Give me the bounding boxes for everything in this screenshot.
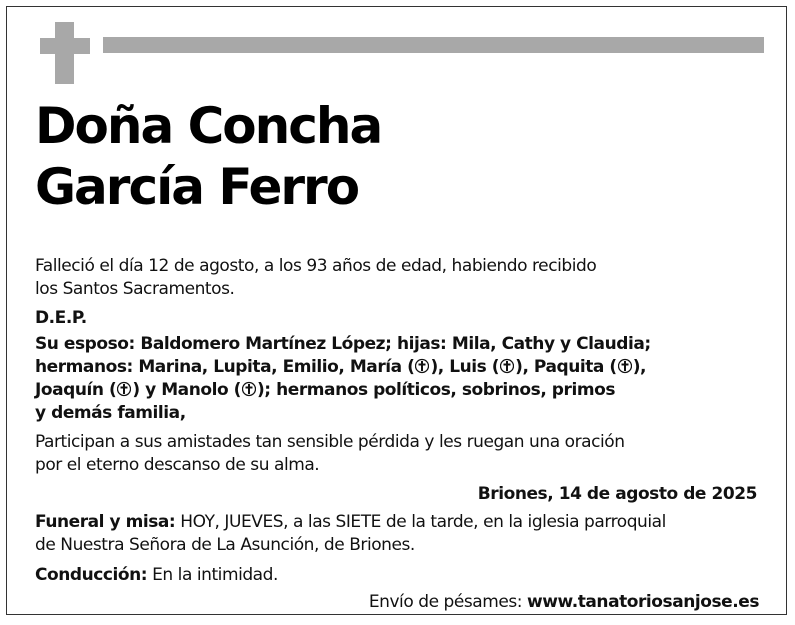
dep-text: D.E.P. <box>35 308 87 328</box>
death-notice-line-2: los Santos Sacramentos. <box>35 279 235 299</box>
family-line-2-part-d: ), <box>632 357 647 377</box>
family-paragraph <box>35 333 760 425</box>
conduccion-text: En la intimidad. <box>147 565 278 585</box>
participan-paragraph <box>35 431 760 477</box>
place-date: Briones, 14 de agosto de 2025 <box>477 484 757 504</box>
family-line-2 <box>35 356 760 379</box>
funeral-label: Funeral y misa: <box>35 512 176 532</box>
funeral-line-1 <box>35 511 760 534</box>
family-line-4: y demás familia, <box>35 403 186 423</box>
death-notice-line-1: Falleció el día 12 de agosto, a los 93 años de edad, habiendo recibido <box>35 256 597 276</box>
condolences-line <box>369 591 759 614</box>
deceased-name <box>35 96 381 218</box>
family-line-2-part-a: hermanos: Marina, Lupita, Emilio, María ( <box>35 357 415 377</box>
condolences-label: Envío de pésames: <box>368 592 528 612</box>
participan-line-1: Participan a sus amistades tan sensible pérdida y les ruegan una oración <box>35 432 625 452</box>
family-line-3-part-c: ); hermanos políticos, sobrinos, primos <box>256 380 615 400</box>
small-cross-icon <box>242 381 256 397</box>
latin-cross-icon <box>40 22 90 84</box>
family-line-3-part-a: Joaquín ( <box>35 380 117 400</box>
funeral-paragraph <box>35 511 760 557</box>
family-line-2-part-b: ), Luis ( <box>430 357 500 377</box>
conduccion-label: Conducción: <box>35 565 148 585</box>
death-notice-paragraph <box>35 255 760 301</box>
family-line-2-part-c: ), Paquita ( <box>515 357 617 377</box>
family-line-3-part-b: ) y Manolo ( <box>132 380 241 400</box>
funeral-text-1: HOY, JUEVES, a las SIETE de la tarde, en la iglesia parroquial <box>175 512 666 532</box>
participan-line-2: por el eterno descanso de su alma. <box>35 455 320 475</box>
funeral-line-2: de Nuestra Señora de La Asunción, de Briones. <box>35 535 415 555</box>
conduccion-paragraph <box>35 564 760 587</box>
small-cross-icon <box>500 358 514 374</box>
small-cross-icon <box>618 358 632 374</box>
condolences-url[interactable]: www.tanatoriosanjose.es <box>527 592 759 612</box>
small-cross-icon <box>117 381 131 397</box>
family-line-3 <box>35 379 760 402</box>
deceased-name-line-2: García Ferro <box>35 158 359 216</box>
family-line-1: Su esposo: Baldomero Martínez López; hijas: Mila, Cathy y Claudia; <box>35 334 651 354</box>
header-rule <box>103 37 764 53</box>
small-cross-icon <box>415 358 429 374</box>
deceased-name-line-1: Doña Concha <box>35 97 382 155</box>
